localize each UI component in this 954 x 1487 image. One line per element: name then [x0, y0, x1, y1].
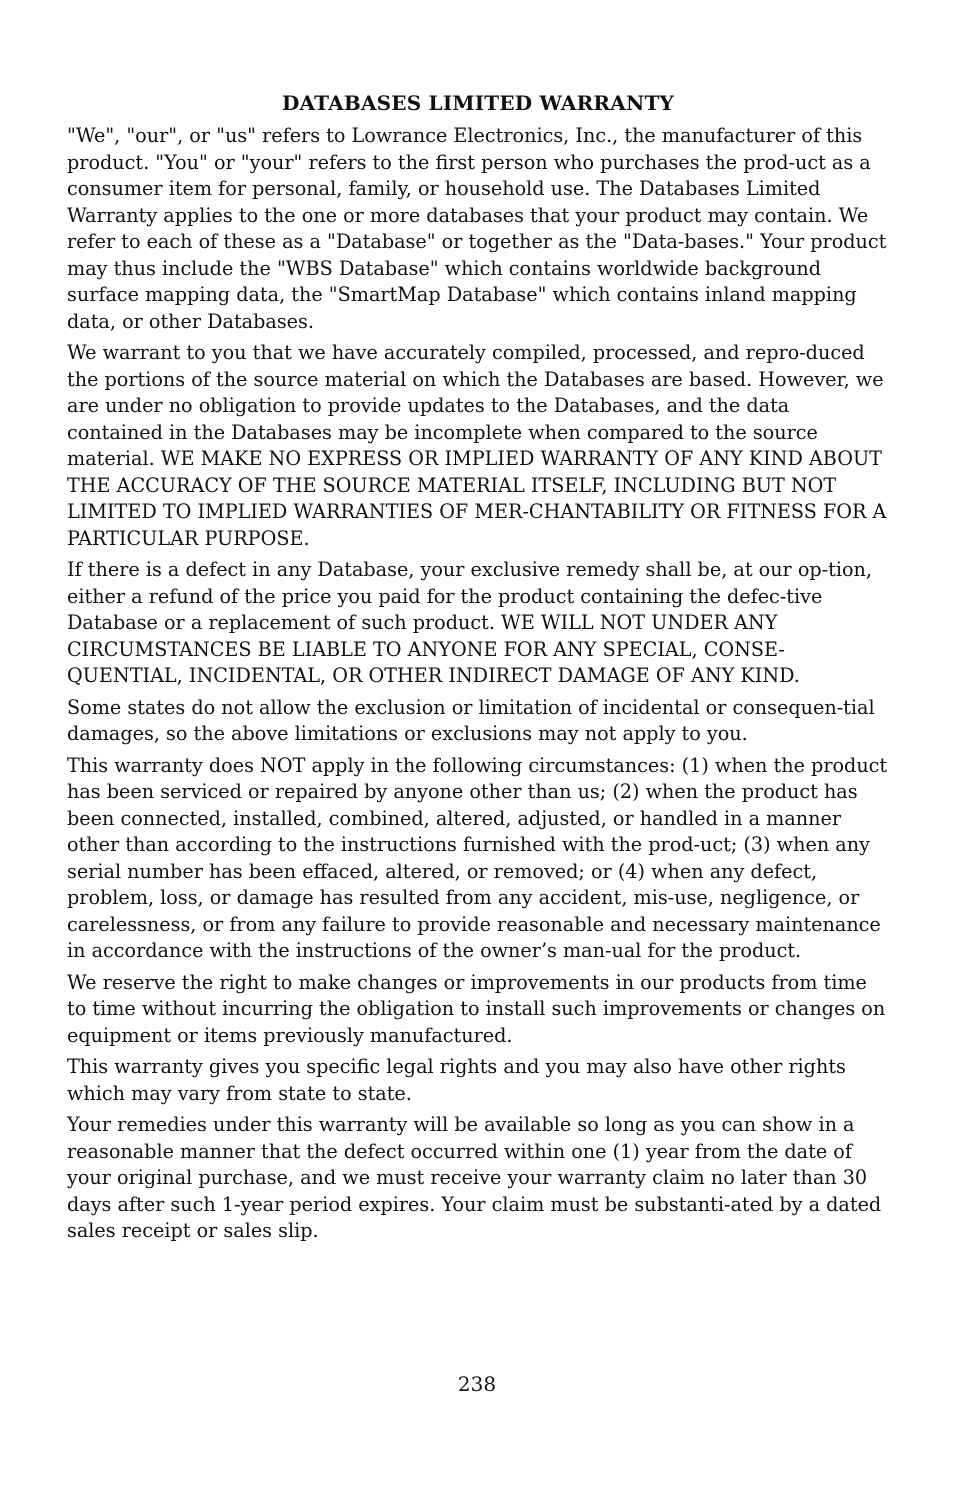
paragraph-state-exclusions: Some states do not allow the exclusion or limitation of incidental or consequen-tial damages, so the above limitations or exclusions may not apply to you. [67, 695, 875, 745]
paragraph-legal-rights: This warranty gives you specific legal rights and you may also have other rights which may vary from state to state. [67, 1055, 846, 1105]
paragraph-claim-period: Your remedies under this warranty will be available so long as you can show in a reasonable manner that the defect occurred within one (1) year from the date of your original purchase, and we must receive your warranty claim no later than 30 days after such 1-year period expires. Your claim must be substanti-ated by a dated sales receipt or sales slip. [67, 1113, 882, 1242]
paragraph-right-to-change: We reserve the right to make changes or improvements in our products from time to time without incurring the obligation to install such improvements or changes on equipment or items previously manufactured. [67, 970, 886, 1047]
paragraph-exclusion-circumstances: This warranty does NOT apply in the following circumstances: (1) when the product has been serviced or repaired by anyone other than us; (2) when the product has been connected, installed, combined, altered, adjusted, or handled in a manner other than according to the instructions furnished with the prod-uct; (3) when any serial number has been effaced, altered, or removed; or (4) when any defect, problem, loss, or damage has resulted from any accident, mis-use, negligence, or carelessness, or from any failure to provide reasonable and necessary maintenance in accordance with the instructions of the owner’s man-ual for the product. [67, 753, 888, 962]
document-page [67, 89, 889, 1250]
page-title: DATABASES LIMITED WARRANTY [281, 91, 675, 115]
page-number: 238 [457, 1372, 497, 1396]
paragraph-warranty-scope: We warrant to you that we have accurately compiled, processed, and repro-duced the portions of the source material on which the Databases are based. However, we are under no obligation to provide updates to the Databases, and the data contained in the Databases may be incomplete when compared to the source material. WE MAKE NO EXPRESS OR IMPLIED WARRANTY OF ANY KIND ABOUT THE ACCURACY OF THE SOURCE MATERIAL ITSELF, INCLUDING BUT NOT LIMITED TO IMPLIED WARRANTIES OF MER-CHANTABILITY OR FITNESS FOR A PARTICULAR PURPOSE. [67, 341, 887, 550]
paragraph-remedy: If there is a defect in any Database, your exclusive remedy shall be, at our op-tion, either a refund of the price you paid for the product containing the defec-tive Database or a replacement of such product. WE WILL NOT UNDER ANY CIRCUMSTANCES BE LIABLE TO ANYONE FOR ANY SPECIAL, CONSE-QUENTIAL, INCIDENTAL, OR OTHER INDIRECT DAMAGE OF ANY KIND. [67, 558, 872, 687]
paragraph-definitions: "We", "our", or "us" refers to Lowrance Electronics, Inc., the manufacturer of this product. "You" or "your" refers to the first person who purchases the prod-uct as a consumer item for personal, family, or household use. The Databases Limited Warranty applies to the one or more databases that your product may contain. We refer to each of these as a "Database" or together as the "Data-bases." Your product may thus include the "WBS Database" which contains worldwide background surface mapping data, the "SmartMap Database" which contains inland mapping data, or other Databases. [67, 124, 887, 333]
